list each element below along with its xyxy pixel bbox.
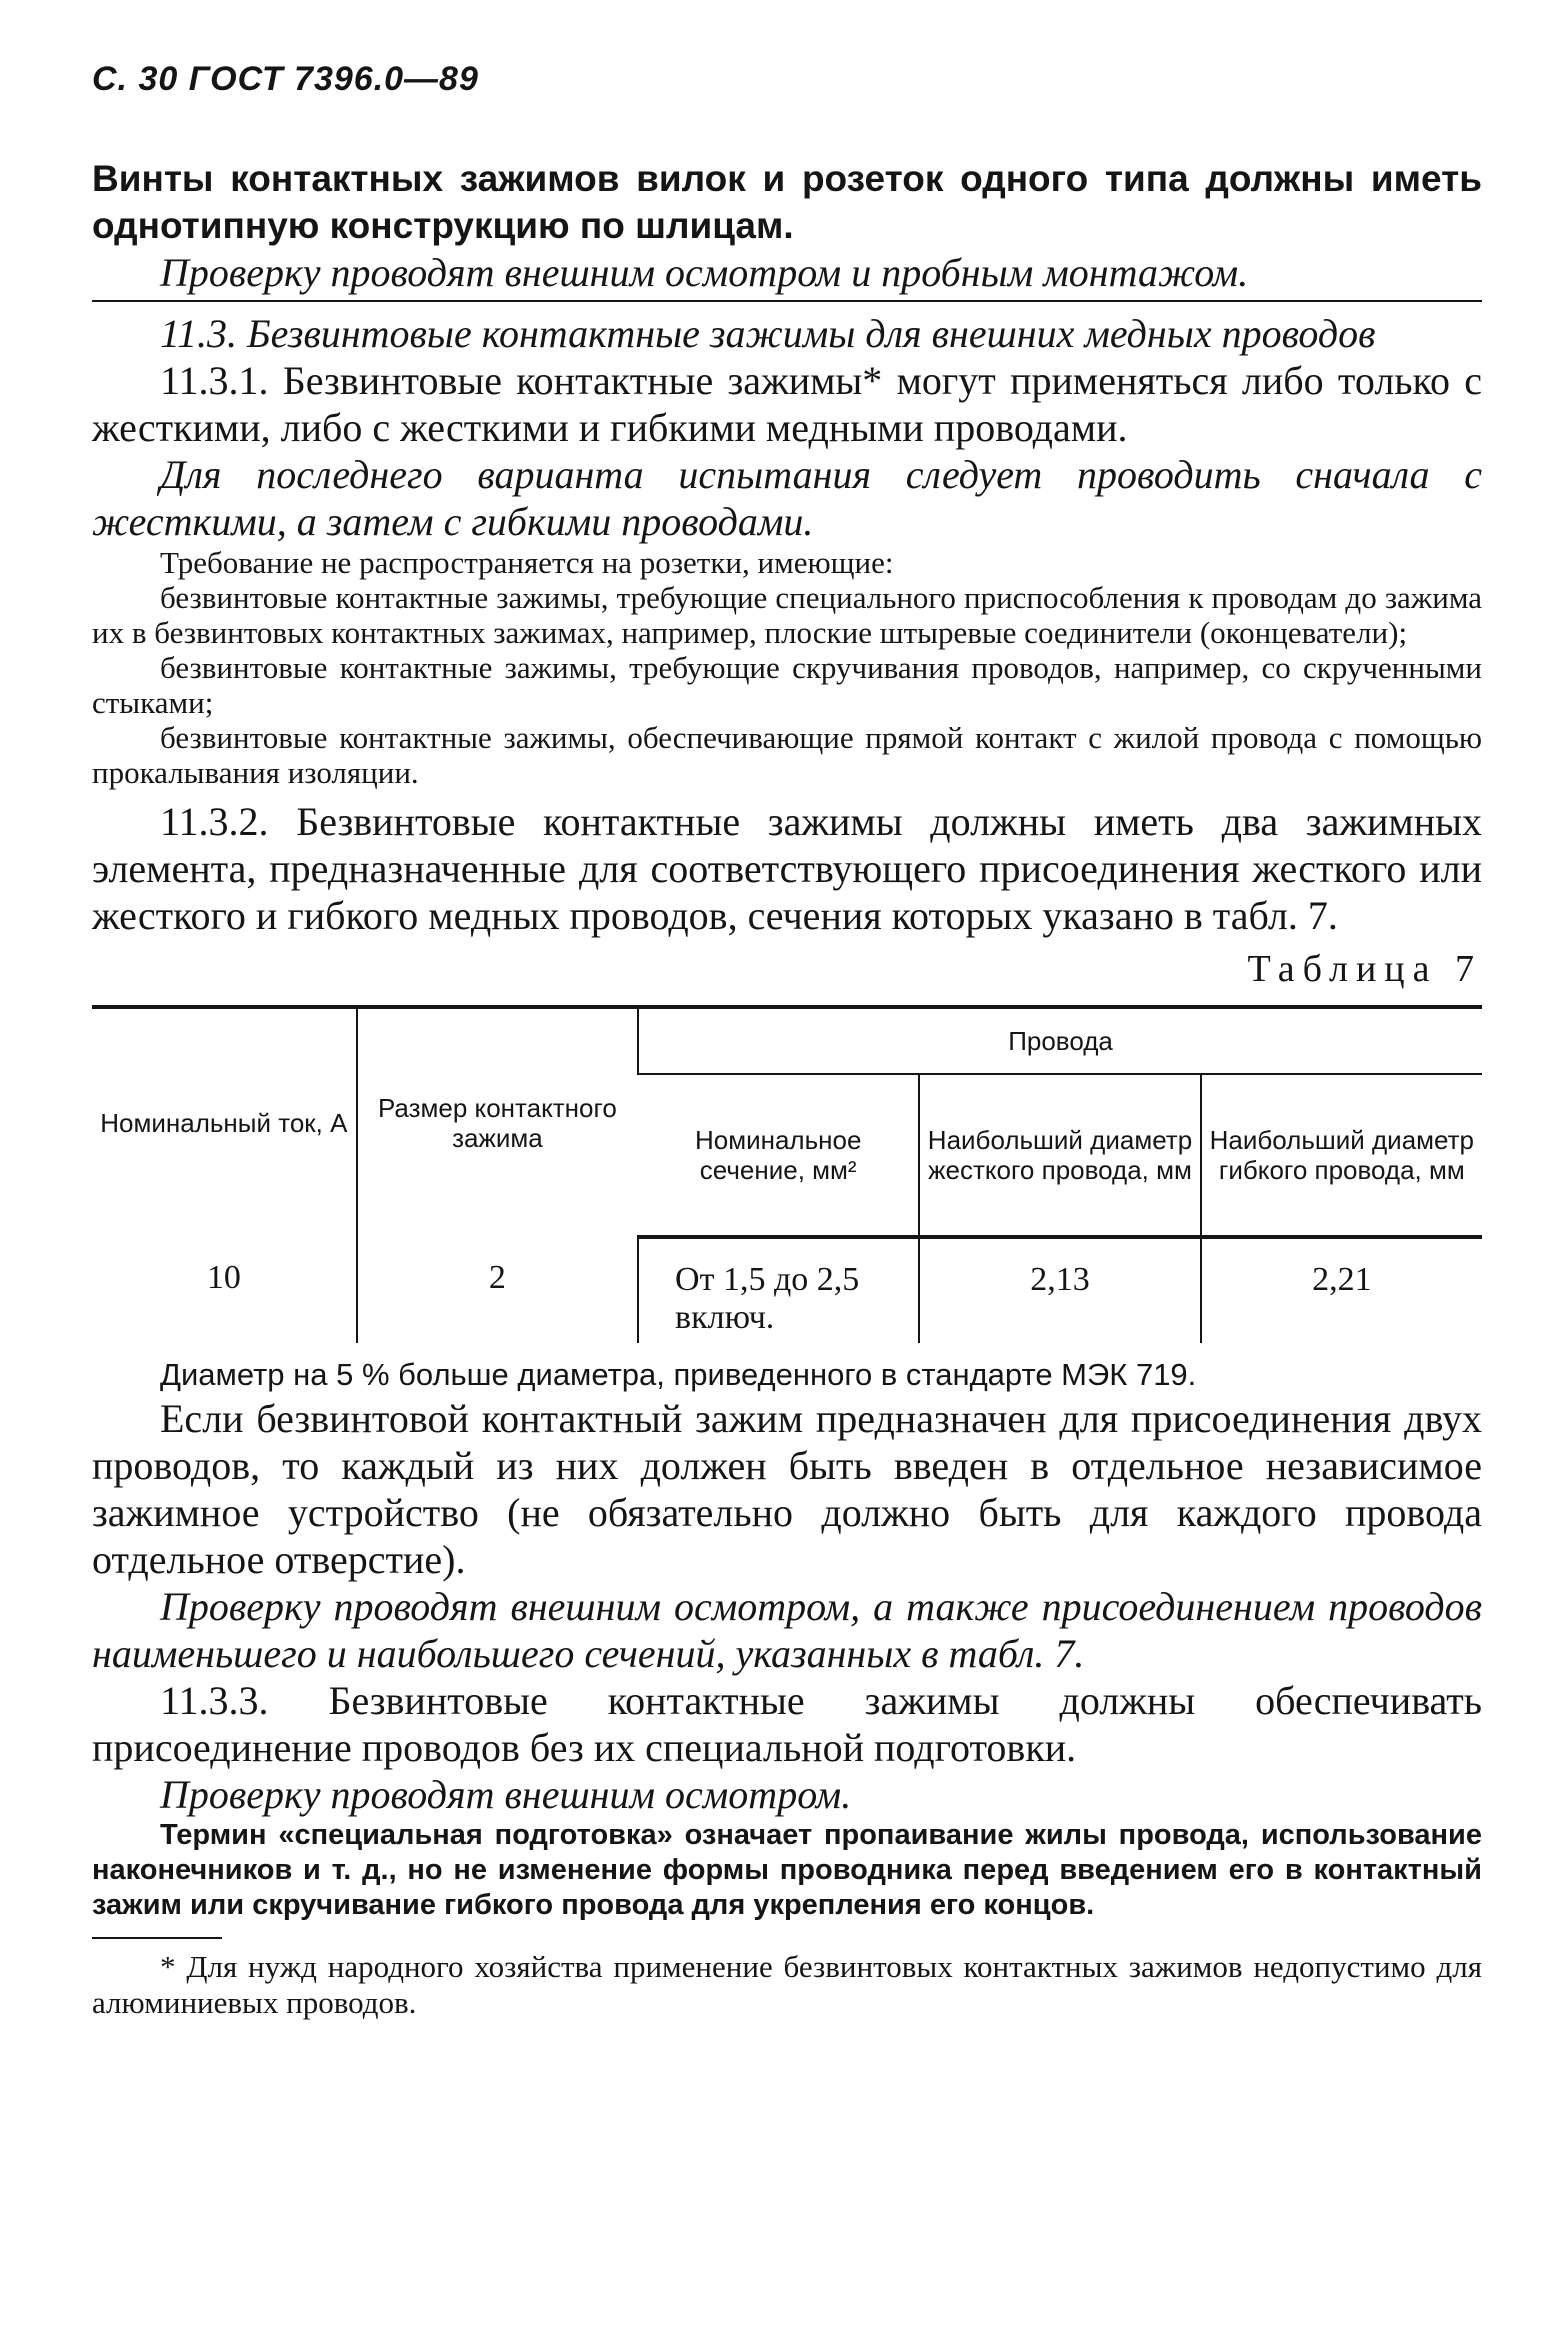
intro-paragraph: Винты контактных зажимов вилок и розеток одного типа должны иметь однотипную конструкцию по шлицам. [92,158,1482,246]
header-group-wires: Провода [638,1007,1482,1074]
note-item: безвинтовые контактные зажимы, обеспечивающие прямой контакт с жилой провода с помощью прокалывания изоляции. [92,720,1482,790]
footnote: * Для нужд народного хозяйства применение безвинтовых контактных зажимов недопустимо для алюминиевых проводов. [92,1949,1482,2020]
table-caption: Таблица 7 [1247,948,1482,990]
document-page [92,60,1482,2021]
header-rigid-diameter: Наибольший диаметр жесткого провода, мм [919,1074,1200,1237]
term-note: Термин «специальная подготовка» означает пропаивание жилы провода, использование наконечников и т. д., но не изменение формы проводника перед введением его в контактный зажим или скручивание гибкого провода для укрепления его концов. [92,1819,1482,1921]
note-item: безвинтовые контактные зажимы, требующие специального приспособления к проводам до зажима их в безвинтовых контактных зажимах, например, плоские штыревые соединители (оконцеватели); [92,580,1482,650]
paragraph-two-wires: Если безвинтовой контактный зажим предназначен для присоединения двух проводов, то каждый из них должен быть введен в отдельное независимое зажимное устройство (не обязательно должно быть для каждого провода отдельное отверстие). [92,1396,1482,1582]
table-note: Диаметр на 5 % больше диаметра, приведенного в стандарте МЭК 719. [160,1357,1197,1392]
footnote-divider [92,1937,222,1939]
cell-flexible-diameter: 2,21 [1201,1237,1482,1343]
cell-size: 2 [357,1237,638,1343]
check-paragraph-1: Проверку проводят внешним осмотром и пробным монтажом. [160,250,1249,295]
note-item: безвинтовые контактные зажимы, требующие скручивания проводов, например, со скрученными стыками; [92,650,1482,720]
header-size: Размер контактного зажима [357,1007,638,1237]
section-divider [92,300,1482,302]
cell-current: 10 [206,1259,241,1296]
header-section: Номинальное сечение, мм² [638,1074,919,1237]
section-title: 11.3. Безвинтовые контактные зажимы для внешних медных проводов [160,311,1376,356]
paragraph-11-3-1-italic: Для последнего варианта испытания следует проводить сначала с жесткими, а затем с гибкими проводами. [92,452,1482,544]
paragraph-11-3-1: 11.3.1. Безвинтовые контактные зажимы* могут применяться либо только с жесткими, либо с жесткими и гибкими медными проводами. [92,358,1482,450]
cell-rigid-diameter: 2,13 [919,1237,1200,1343]
table-7 [92,1005,1482,1343]
cell-section: От 1,5 до 2,5 включ. [638,1237,919,1343]
table-row [92,1237,1482,1343]
paragraph-11-3-2: 11.3.2. Безвинтовые контактные зажимы должны иметь два зажимных элемента, предназначенные для соответствующего присоединения жесткого или жесткого и гибкого медных проводов, сечения которых указано в табл. 7. [92,799,1482,938]
check-paragraph-3: Проверку проводят внешним осмотром. [160,1772,852,1817]
header-flexible-diameter: Наибольший диаметр гибкого провода, мм [1201,1074,1482,1237]
check-paragraph-2: Проверку проводят внешним осмотром, а также присоединением проводов наименьшего и наибольшего сечений, указанных в табл. 7. [92,1584,1482,1676]
note-lead: Требование не распространяется на розетки, имеющие: [160,545,894,580]
page-header: С. 30 ГОСТ 7396.0—89 [92,60,479,98]
note-block [92,545,1482,790]
header-current: Номинальный ток, А [100,1108,348,1138]
paragraph-11-3-3: 11.3.3. Безвинтовые контактные зажимы должны обеспечивать присоединение проводов без их специальной подготовки. [92,1678,1482,1770]
